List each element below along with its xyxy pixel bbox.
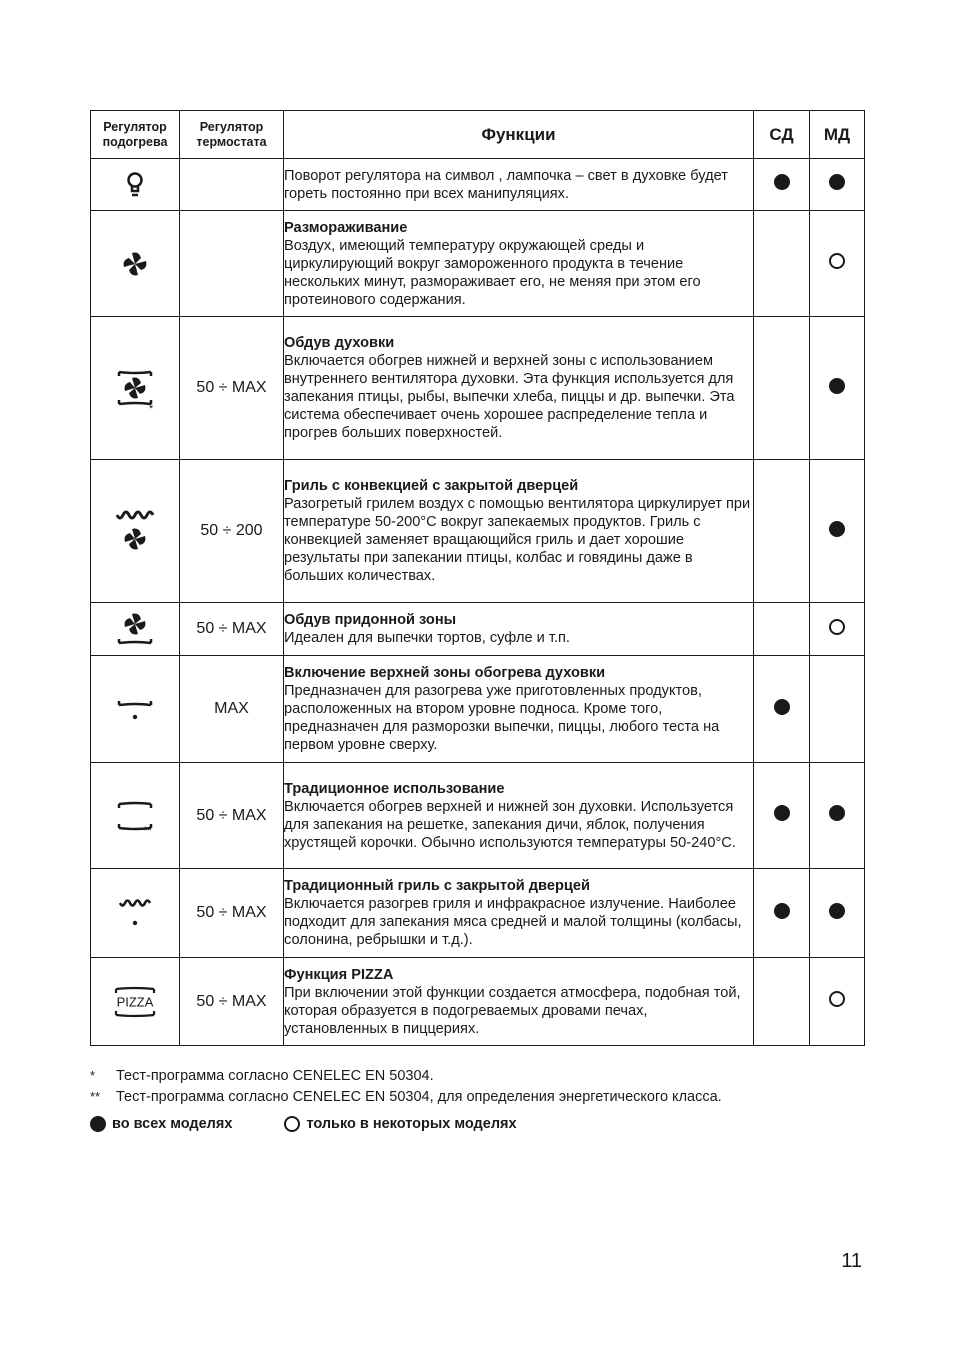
availability-dot xyxy=(774,903,790,919)
sd-cell xyxy=(754,656,810,763)
availability-dot xyxy=(774,805,790,821)
function-description xyxy=(284,603,754,656)
footnote-star: * xyxy=(149,403,154,415)
pizza-icon-label: PIZZA xyxy=(116,994,154,1009)
grill-fan-icon xyxy=(113,509,157,553)
table-row xyxy=(91,958,865,1046)
footnote-text: Тест-программа согласно CENELEC EN 50304, для определения энергетического класса. xyxy=(116,1089,722,1105)
icon-cell xyxy=(91,317,180,460)
md-cell xyxy=(810,159,865,211)
header-md: МД xyxy=(810,111,865,159)
table-row xyxy=(91,460,865,603)
md-cell xyxy=(810,603,865,656)
icon-cell xyxy=(91,763,180,869)
function-text: Предназначен для разогрева уже приготовленных продуктов, расположенных на втором уровне подноса. Кроме того, предназначен для разморозки выпечки, пиццы, любого теста на первом уровне сверху. xyxy=(284,683,720,753)
thermostat-cell: 50 ÷ MAX xyxy=(180,603,284,656)
table-row xyxy=(91,869,865,958)
sd-cell xyxy=(754,869,810,958)
availability-dot xyxy=(829,174,845,190)
sd-cell xyxy=(754,958,810,1046)
thermostat-cell xyxy=(180,211,284,317)
availability-dot xyxy=(829,378,845,394)
availability-dot xyxy=(829,253,845,269)
function-title: Обдув придонной зоны xyxy=(284,612,457,628)
lamp-icon xyxy=(123,169,147,201)
sd-cell xyxy=(754,211,810,317)
legend-all-models-label: во всех моделях xyxy=(112,1116,233,1132)
page-number: 11 xyxy=(841,1250,862,1272)
icon-cell xyxy=(91,869,180,958)
table-row xyxy=(91,159,865,211)
footnote-mark: * xyxy=(90,1068,96,1083)
table-row xyxy=(91,211,865,317)
availability-dot xyxy=(829,805,845,821)
function-title: Функция PIZZA xyxy=(284,966,394,983)
thermostat-cell: 50 ÷ MAX xyxy=(180,869,284,958)
pizza-icon xyxy=(111,984,159,1020)
legend-some-models-label: только в некоторых моделях xyxy=(306,1116,517,1132)
thermostat-cell xyxy=(180,159,284,211)
icon-cell xyxy=(91,159,180,211)
function-title: Традиционное использование xyxy=(284,780,505,797)
function-text: Включается обогрев нижней и верхней зоны с использованием внутреннего вентилятора духовки. Эта функция используется для запекания птицы, рыбы, выпечки хлеба, пиццы и др. выпечки. Эта система обеспечивает очень хорошее распределение тепла и прогрев больших поверхностей. xyxy=(284,353,735,441)
thermostat-cell: MAX xyxy=(180,656,284,763)
footnote-2 xyxy=(90,1089,722,1105)
header-sd: СД xyxy=(754,111,810,159)
empty-circle-icon xyxy=(284,1116,300,1132)
function-description xyxy=(284,763,754,869)
thermostat-cell: 50 ÷ 200 xyxy=(180,460,284,603)
header-heat-regulator: Регулятор подогрева xyxy=(91,111,180,159)
legend-all-models xyxy=(90,1116,232,1132)
header-thermostat: Регулятор термостата xyxy=(180,111,284,159)
sd-cell xyxy=(754,159,810,211)
md-cell xyxy=(810,211,865,317)
header-row xyxy=(91,111,865,159)
function-text: Идеален для выпечки тортов, суфле и т.п. xyxy=(284,630,570,646)
grill-icon xyxy=(117,896,153,930)
function-text: Включается обогрев верхней и нижней зон духовки. Используется для запекания на решетке, запекания дичи, яблок, получения хрустящей корочки. Обычно используются температуры 50-240°С. xyxy=(284,798,736,851)
availability-dot xyxy=(829,619,845,635)
availability-dot xyxy=(829,991,845,1007)
sd-cell xyxy=(754,460,810,603)
function-title: Традиционный гриль с закрытой дверцей xyxy=(284,878,590,894)
footnote-mark: ** xyxy=(90,1089,101,1104)
md-cell xyxy=(810,460,865,603)
filled-circle-icon xyxy=(90,1116,106,1132)
function-title: Обдув духовки xyxy=(284,335,395,351)
footnote-text: Тест-программа согласно CENELEC EN 50304. xyxy=(116,1068,434,1084)
table-row xyxy=(91,763,865,869)
function-text: При включении этой функции создается атмосфера, подобная той, которая образуется в подогреваемых дровами печах, установленных в пиццериях. xyxy=(284,984,741,1037)
function-description xyxy=(284,317,754,460)
sd-cell xyxy=(754,763,810,869)
icon-cell xyxy=(91,958,180,1046)
function-description xyxy=(284,460,754,603)
md-cell xyxy=(810,317,865,460)
function-title: Размораживание xyxy=(284,219,408,236)
function-title: Включение верхней зоны обогрева духовки xyxy=(284,665,606,681)
top-heat-icon xyxy=(115,694,155,724)
thermostat-cell: 50 ÷ MAX xyxy=(180,958,284,1046)
function-text: Поворот регулятора на символ , лампочка – свет в духовке будет гореть постоянно при всех манипуляциях. xyxy=(284,167,728,202)
fan-bottom-icon xyxy=(115,611,155,647)
sd-cell xyxy=(754,317,810,460)
footnote-1 xyxy=(90,1068,434,1084)
availability-dot xyxy=(774,174,790,190)
sd-cell xyxy=(754,603,810,656)
function-title: Гриль с конвекцией с закрытой дверцей xyxy=(284,478,579,494)
legend xyxy=(90,1116,565,1136)
md-cell xyxy=(810,656,865,763)
availability-dot xyxy=(829,903,845,919)
icon-cell xyxy=(91,656,180,763)
availability-dot xyxy=(774,699,790,715)
header-functions: Функции xyxy=(284,111,754,159)
md-cell xyxy=(810,869,865,958)
function-description xyxy=(284,869,754,958)
function-text: Воздух, имеющий температуру окружающей среды и циркулирующий вокруг замороженного продукта в течение нескольких минут, размораживает его, не меняя при этом его протеинового содержания. xyxy=(284,237,701,308)
md-cell xyxy=(810,763,865,869)
function-description xyxy=(284,159,754,211)
function-text: Включается разогрев гриля и инфракрасное излучение. Наиболее подходит для запекания мяса средней и малой толщины (колбасы, солонина, ребрышки и т.д.). xyxy=(284,896,742,948)
table-row xyxy=(91,603,865,656)
fan-ring-icon xyxy=(115,368,155,408)
table-row xyxy=(91,317,865,460)
table-row xyxy=(91,656,865,763)
icon-cell xyxy=(91,460,180,603)
function-text: Разогретый грилем воздух с помощью вентилятора циркулирует при температуре 50-200°С вокруг запекаемых продуктов. Гриль с конвекцией заменяет вращающийся гриль и дает хорошие результаты при запекании птицы, колбас и говядины даже в больших количествах. xyxy=(284,496,751,584)
md-cell xyxy=(810,958,865,1046)
footnote-star: ** xyxy=(143,825,152,837)
thermostat-cell: 50 ÷ MAX xyxy=(180,763,284,869)
function-description xyxy=(284,958,754,1046)
function-description xyxy=(284,656,754,763)
thermostat-cell: 50 ÷ MAX xyxy=(180,317,284,460)
fan-icon xyxy=(121,250,149,278)
icon-cell xyxy=(91,211,180,317)
icon-cell xyxy=(91,603,180,656)
legend-some-models xyxy=(284,1116,516,1132)
functions-table xyxy=(90,110,865,1046)
availability-dot xyxy=(829,521,845,537)
function-description xyxy=(284,211,754,317)
